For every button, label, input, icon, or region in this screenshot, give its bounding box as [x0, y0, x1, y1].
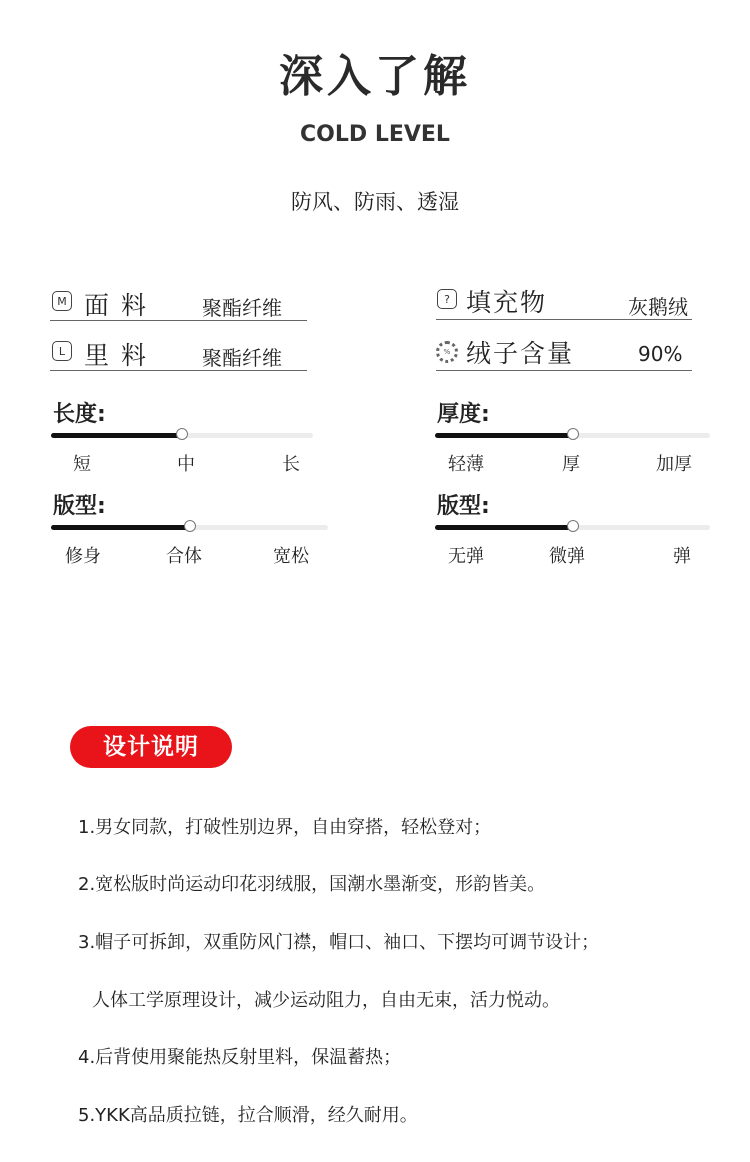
scale-track-fit: [51, 525, 328, 530]
spec-row-down-content: [436, 330, 692, 371]
scale-title-length: 长度:: [53, 402, 106, 427]
question-square-icon: ?: [437, 289, 457, 309]
scale-knob-elasticity: [567, 520, 579, 532]
scale-tick-fit-mid: 合体: [166, 546, 202, 567]
page-subtitle: COLD LEVEL: [300, 122, 450, 147]
scale-tick-length-high: 长: [282, 454, 300, 475]
scale-title-thickness: 厚度:: [437, 402, 490, 427]
scale-fill-thickness: [435, 433, 573, 438]
scale-tick-thickness-mid: 厚: [562, 454, 580, 475]
page-title: 深入了解: [279, 51, 471, 102]
spec-label-lining: 里 料: [84, 341, 148, 370]
scale-track-elasticity: [435, 525, 710, 530]
design-item-5: 5.YKK高品质拉链，拉合顺滑，经久耐用。: [78, 1105, 418, 1126]
spec-label-filling: 填充物: [466, 288, 548, 317]
m-square-icon: M: [52, 291, 72, 311]
spec-label-fabric: 面 料: [84, 291, 148, 320]
scale-tick-elasticity-low: 无弹: [448, 546, 484, 567]
scale-tick-elasticity-high: 弹: [673, 546, 691, 567]
scale-track-thickness: [435, 433, 710, 438]
spec-value-fabric: 聚酯纤维: [202, 296, 282, 320]
scale-title-elasticity: 版型:: [437, 494, 490, 519]
scale-fill-elasticity: [435, 525, 573, 530]
scale-fill-length: [51, 433, 182, 438]
scale-tick-length-low: 短: [73, 454, 91, 475]
spec-row-lining: [50, 330, 307, 371]
scale-knob-thickness: [567, 428, 579, 440]
spec-value-filling: 灰鹅绒: [628, 295, 688, 319]
spec-label-down-content: 绒子含量: [466, 339, 575, 368]
spec-value-down-content: 90%: [638, 342, 683, 366]
scale-tick-elasticity-mid: 微弹: [549, 546, 585, 567]
scale-title-fit: 版型:: [53, 494, 106, 519]
scale-tick-thickness-low: 轻薄: [448, 454, 484, 475]
scale-tick-length-mid: 中: [177, 454, 195, 475]
spec-row-fabric: [50, 280, 307, 321]
l-square-icon: L: [52, 341, 72, 361]
feature-summary: 防风、防雨、透湿: [291, 190, 459, 214]
scale-tick-thickness-high: 加厚: [656, 454, 692, 475]
spec-row-filling: [436, 279, 692, 320]
scale-knob-length: [176, 428, 188, 440]
design-item-4: 4.后背使用聚能热反射里料，保温蓄热；: [78, 1047, 402, 1068]
design-item-3: 3.帽子可拆卸，双重防风门襟，帽口、袖口、下摆均可调节设计；: [78, 932, 600, 953]
design-item-3-continued: 人体工学原理设计，减少运动阻力，自由无束，活力悦动。: [92, 990, 560, 1011]
design-item-1: 1.男女同款，打破性别边界，自由穿搭，轻松登对；: [78, 817, 492, 838]
scale-fill-fit: [51, 525, 190, 530]
scale-tick-fit-low: 修身: [65, 546, 101, 567]
scale-track-length: [51, 433, 313, 438]
design-item-2: 2.宽松版时尚运动印花羽绒服，国潮水墨渐变，形韵皆美。: [78, 874, 546, 895]
scale-knob-fit: [184, 520, 196, 532]
scale-tick-fit-high: 宽松: [273, 546, 309, 567]
spec-value-lining: 聚酯纤维: [202, 346, 282, 370]
design-heading-badge: 设计说明: [70, 726, 232, 768]
percent-dotted-ring-icon: %: [436, 341, 458, 363]
